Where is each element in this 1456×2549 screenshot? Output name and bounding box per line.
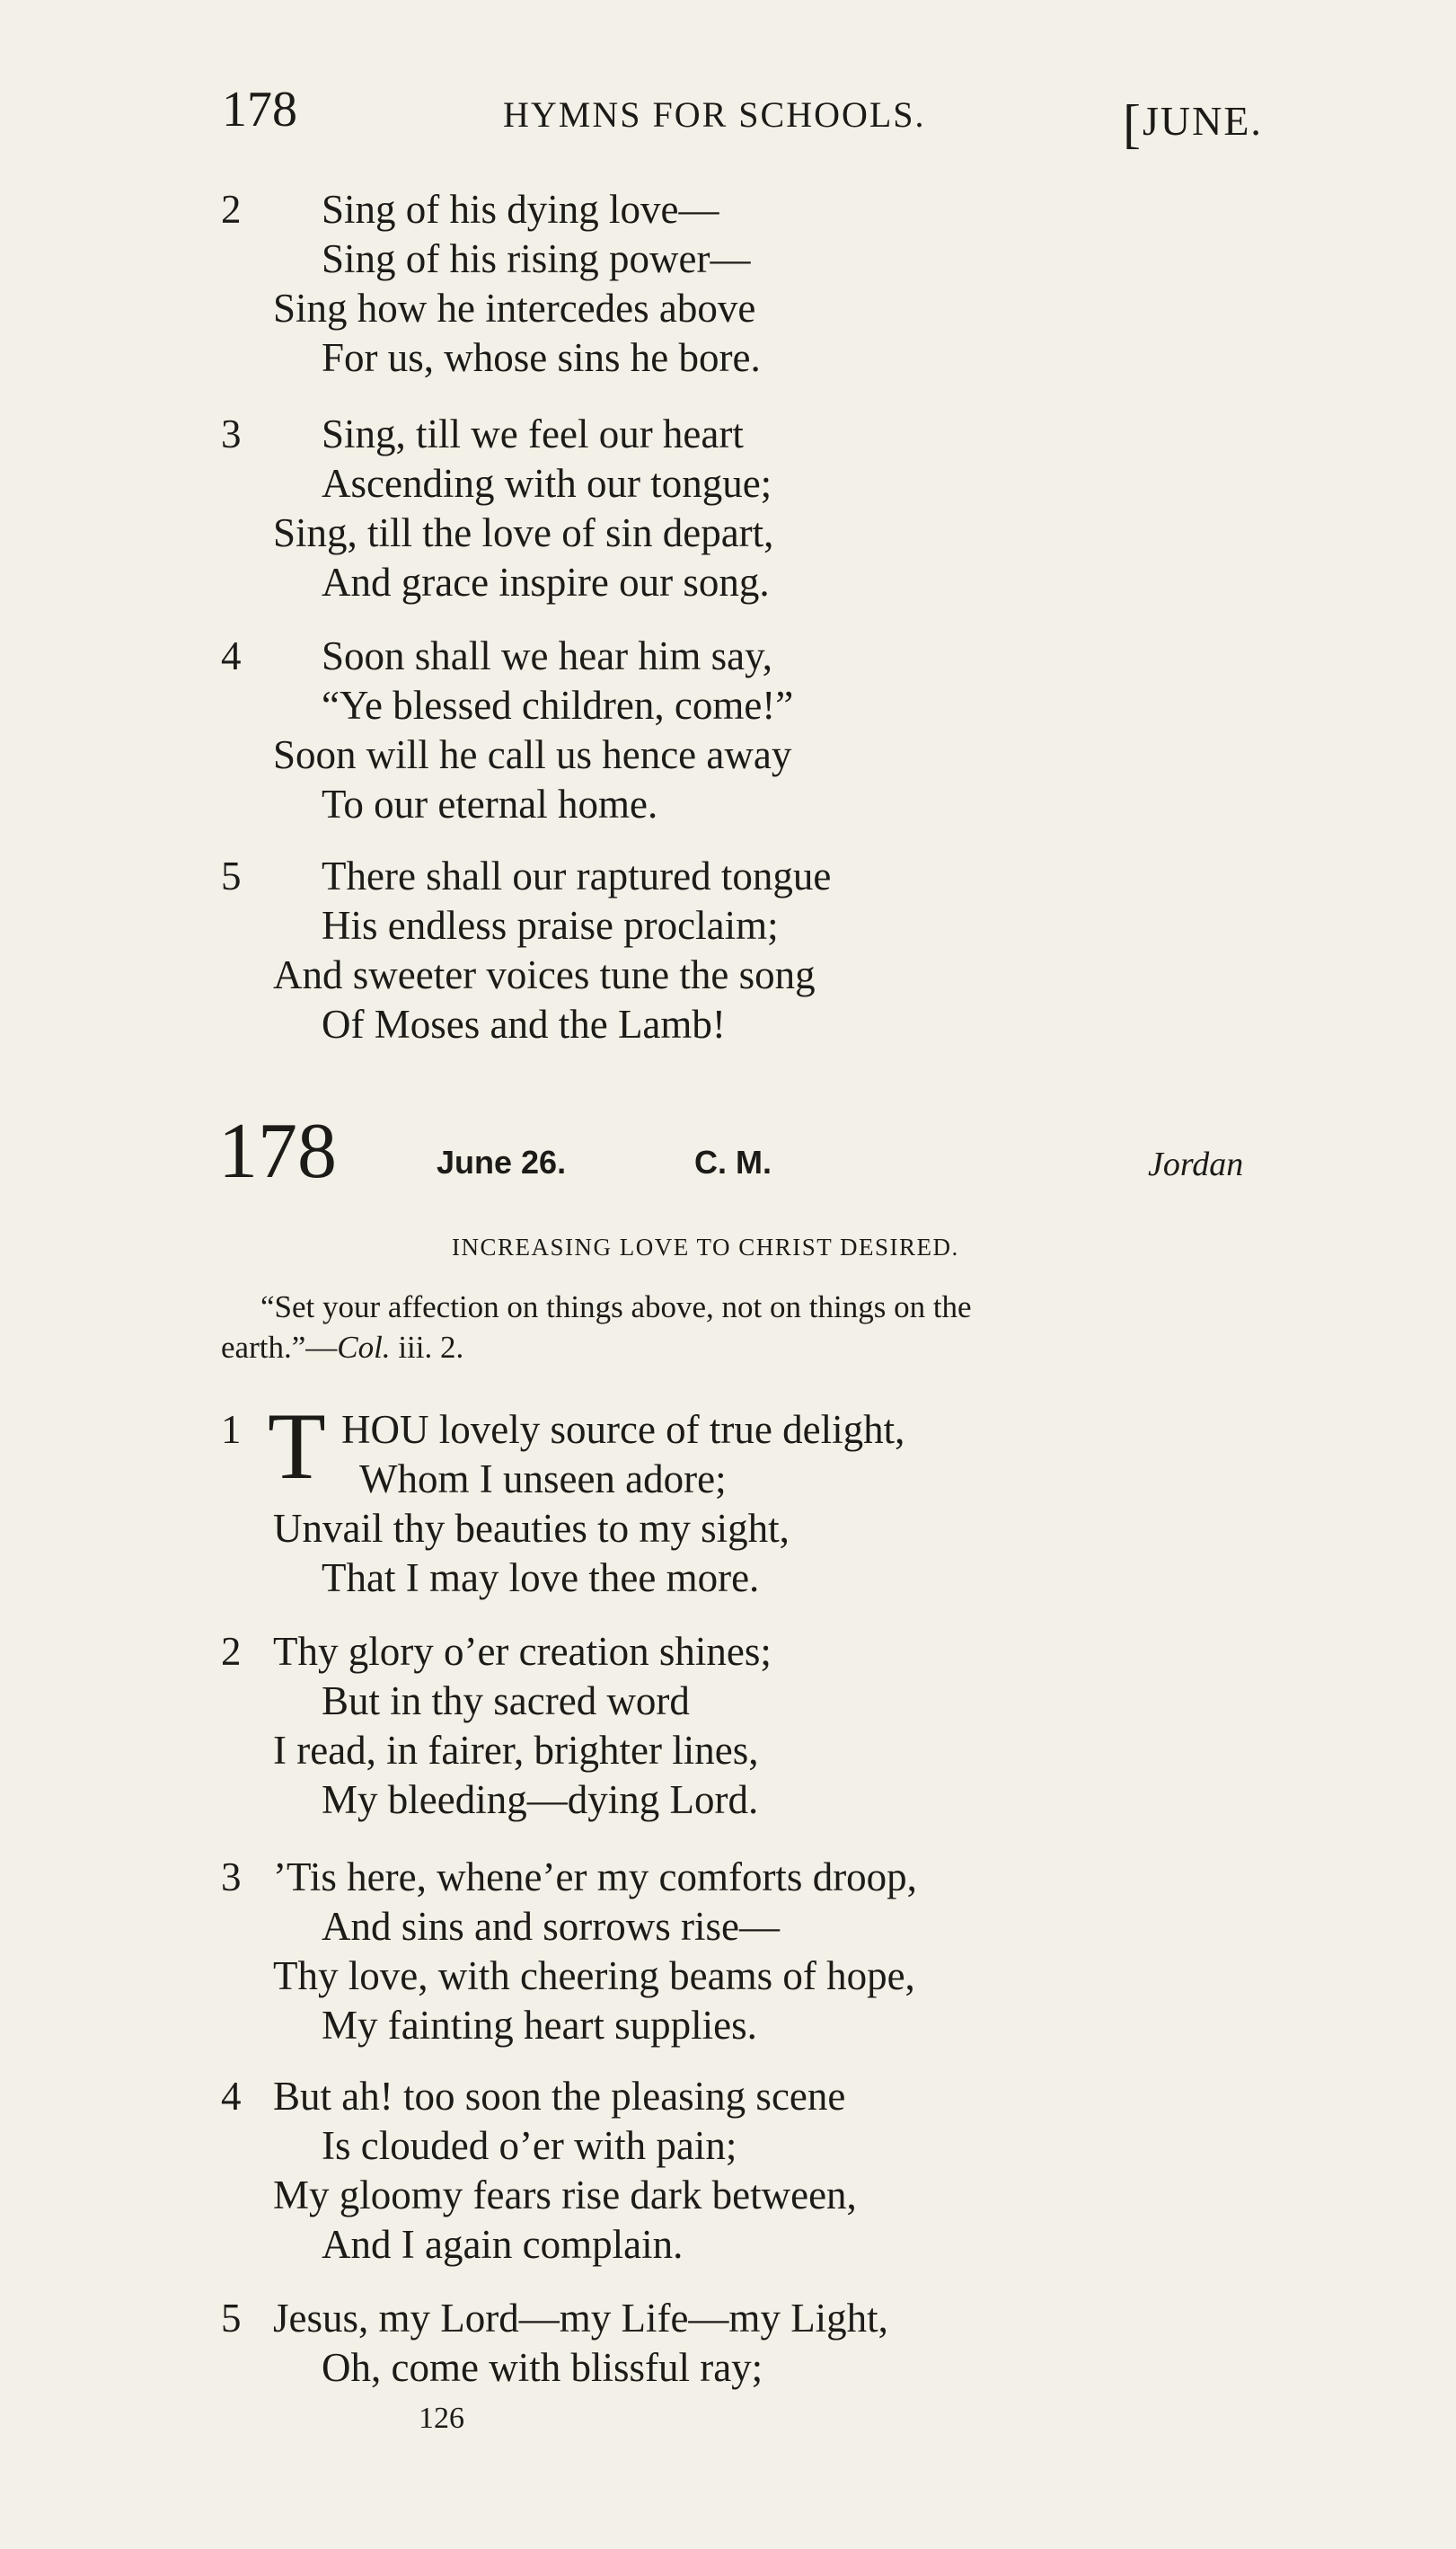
verse-line: His endless praise proclaim;: [322, 903, 779, 948]
prior-verse-number: 4: [221, 633, 242, 678]
verse-line: My bleeding—dying Lord.: [322, 1777, 759, 1822]
verse-line: But ah! too soon the pleasing scene: [273, 2074, 846, 2119]
verse-number: 3: [221, 1854, 242, 1899]
prior-verse-number: 2: [221, 187, 242, 232]
verse-number: 2: [221, 1629, 242, 1674]
verse-line: For us, whose sins he bore.: [322, 335, 761, 380]
running-title: HYMNS FOR SCHOOLS.: [503, 94, 926, 135]
month-label: JUNE.: [1142, 98, 1263, 144]
verse-line: ’Tis here, whene’er my comforts droop,: [273, 1854, 917, 1899]
verse-line: Thy glory o’er creation shines;: [273, 1629, 772, 1674]
prior-verse-number: 5: [221, 854, 242, 898]
verse-line: Sing how he intercedes above: [273, 286, 756, 331]
verse-number: 5: [221, 2296, 242, 2341]
hymn-date: June 26.: [437, 1144, 567, 1181]
epigraph-text: earth.”—: [221, 1330, 338, 1365]
verse-line: Soon will he call us hence away: [273, 732, 792, 777]
hymn-tune: Jordan: [1148, 1146, 1244, 1183]
verse-line: “Ye blessed children, come!”: [322, 683, 794, 728]
verse-number: 1: [221, 1407, 242, 1452]
hymn-subject: INCREASING LOVE TO CHRIST DESIRED.: [452, 1234, 959, 1261]
verse-line: I read, in fairer, brighter lines,: [273, 1728, 759, 1773]
verse-line: There shall our raptured tongue: [322, 854, 832, 898]
verse-line: Whom I unseen adore;: [359, 1456, 727, 1501]
verse-line: Sing, till we feel our heart: [322, 412, 744, 456]
verse-line: To our eternal home.: [322, 782, 658, 827]
verse-line: And grace inspire our song.: [322, 560, 770, 605]
month-heading: [1123, 86, 1263, 154]
verse-line: Jesus, my Lord—my Life—my Light,: [273, 2296, 888, 2341]
verse-line: That I may love thee more.: [322, 1555, 760, 1600]
verse-line: Sing of his rising power—: [322, 236, 751, 281]
verse-line: Ascending with our tongue;: [322, 461, 772, 506]
drop-cap: T: [268, 1394, 326, 1499]
month-bracket: [: [1123, 94, 1143, 154]
verse-line: Oh, come with blissful ray;: [322, 2345, 763, 2390]
verse-line: And sweeter voices tune the song: [273, 952, 816, 997]
prior-verse-number: 3: [221, 412, 242, 456]
verse-line: My gloomy fears rise dark between,: [273, 2173, 857, 2217]
verse-line: Thy love, with cheering beams of hope,: [273, 1953, 915, 1998]
page-number: 178: [222, 82, 297, 137]
hymn-number: 178: [218, 1108, 337, 1195]
epigraph-reference-book: Col.: [337, 1330, 391, 1365]
verse-line: Unvail thy beauties to my sight,: [273, 1506, 790, 1551]
verse-line: HOU lovely source of true delight,: [341, 1407, 905, 1452]
verse-line: But in thy sacred word: [322, 1678, 690, 1723]
verse-line: My fainting heart supplies.: [322, 2003, 757, 2048]
verse-line: Sing of his dying love—: [322, 187, 719, 232]
verse-line: Soon shall we hear him say,: [322, 633, 772, 678]
verse-line: Of Moses and the Lamb!: [322, 1002, 726, 1047]
verse-line: And sins and sorrows rise—: [322, 1904, 780, 1949]
hymn-meter: C. M.: [694, 1144, 772, 1181]
verse-line: Is clouded o’er with pain;: [322, 2123, 737, 2168]
signature-number: 126: [419, 2402, 464, 2435]
epigraph-line: “Set your affection on things above, not on things on the: [260, 1289, 972, 1324]
verse-line: And I again complain.: [322, 2222, 684, 2267]
epigraph-line: [221, 1330, 463, 1366]
epigraph-reference: iii. 2.: [390, 1330, 464, 1365]
verse-number: 4: [221, 2074, 242, 2119]
verse-line: Sing, till the love of sin depart,: [273, 510, 774, 555]
